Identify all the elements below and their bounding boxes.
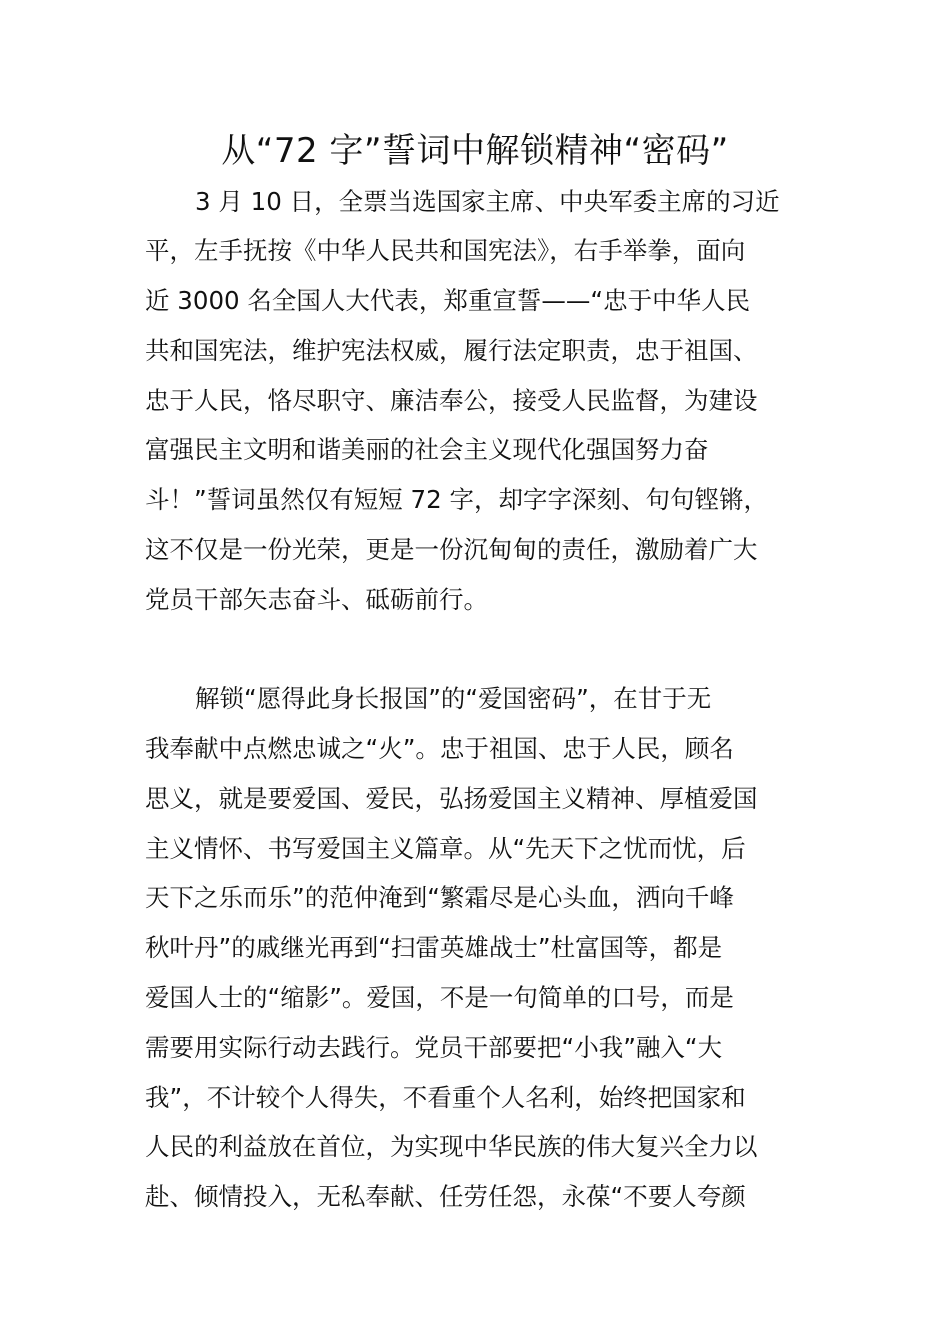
paragraph-line: 秋叶丹”的戚继光再到“扫雷英雄战士”杜富国等，都是 bbox=[145, 933, 723, 962]
paragraph-line: 忠于人民，恪尽职守、廉洁奉公，接受人民监督，为建设 bbox=[145, 386, 758, 415]
paragraph-line: 解锁“愿得此身长报国”的“爱国密码”，在甘于无 bbox=[195, 684, 712, 713]
paragraph-line: 3 月 10 日，全票当选国家主席、中央军委主席的习近 bbox=[195, 187, 780, 216]
paragraph-line: 赴、倾情投入，无私奉献、任劳任怨，永葆“不要人夸颜 bbox=[145, 1182, 746, 1211]
paragraph-line: 天下之乐而乐”的范仲淹到“繁霜尽是心头血，洒向千峰 bbox=[145, 883, 734, 912]
paragraph-line: 共和国宪法，维护宪法权威，履行法定职责，忠于祖国、 bbox=[145, 336, 758, 365]
paragraph-line: 党员干部矢志奋斗、砥砺前行。 bbox=[145, 585, 488, 614]
paragraph-line: 斗！”誓词虽然仅有短短 72 字，却字字深刻、句句铿锵， bbox=[145, 485, 768, 514]
paragraph-line: 爱国人士的“缩影”。爱国，不是一句简单的口号，而是 bbox=[145, 983, 734, 1012]
paragraph-line: 平，左手抚按《中华人民共和国宪法》，右手举拳，面向 bbox=[145, 236, 746, 265]
paragraph-line: 这不仅是一份光荣，更是一份沉甸甸的责任，激励着广大 bbox=[145, 535, 758, 564]
paragraph-line: 主义情怀、书写爱国主义篇章。从“先天下之忧而忧，后 bbox=[145, 834, 746, 863]
paragraph-line: 需要用实际行动去践行。党员干部要把“小我”融入“大 bbox=[145, 1033, 723, 1062]
paragraph-line: 我奉献中点燃忠诚之“火”。忠于祖国、忠于人民，顾名 bbox=[145, 734, 734, 763]
paragraph-line: 富强民主文明和谐美丽的社会主义现代化强国努力奋 bbox=[145, 435, 709, 464]
document-title: 从“72 字”誓词中解锁精神“密码” bbox=[221, 131, 729, 171]
paragraph-line: 我”，不计较个人得失，不看重个人名利，始终把国家和 bbox=[145, 1083, 746, 1112]
paragraph-line: 近 3000 名全国人大代表，郑重宣誓——“忠于中华人民 bbox=[145, 286, 751, 315]
paragraph-line: 思义，就是要爱国、爱民，弘扬爱国主义精神、厚植爱国 bbox=[145, 784, 758, 813]
paragraph-line: 人民的利益放在首位，为实现中华民族的伟大复兴全力以 bbox=[145, 1132, 758, 1161]
